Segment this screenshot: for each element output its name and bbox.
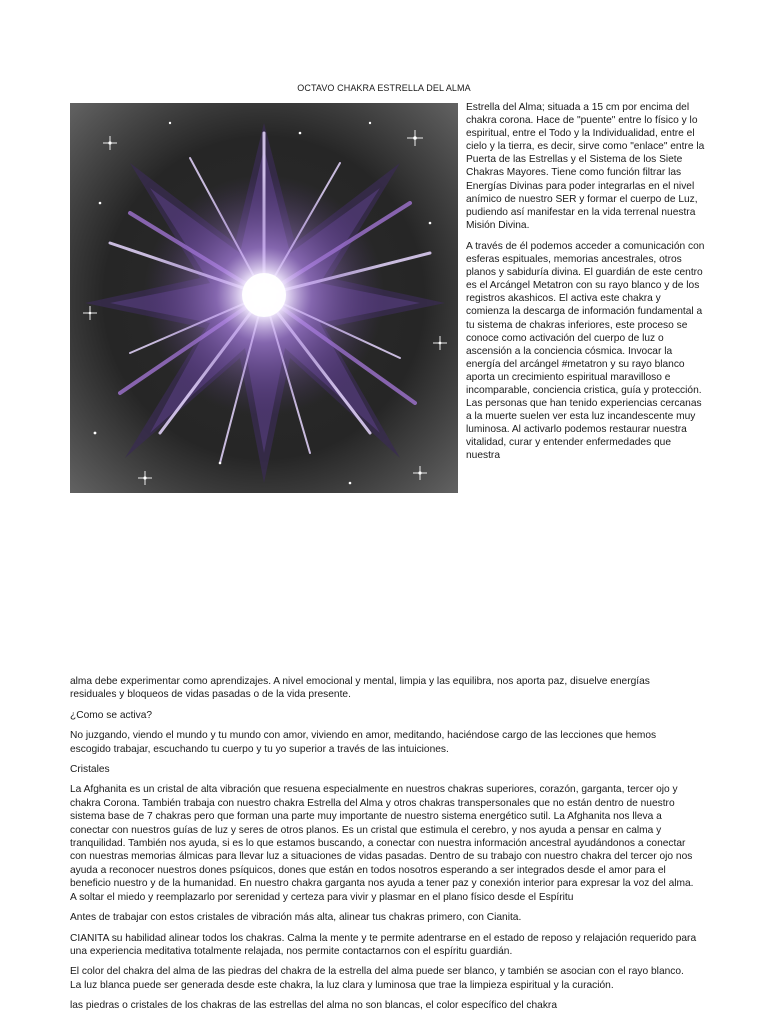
body-paragraph: alma debe experimentar como aprendizajes. A nivel emocional y mental, limpia y las equilibra, nos aporta paz, disuelve energías residuales y bloqueos de vidas pasadas o de la vida presente. xyxy=(70,676,650,701)
intro-paragraph: A través de él podemos acceder a comunicación con esferas espituales, memorias ancestrales, otros planos y sabiduría divina. El guardián de este centro es el Arcángel Metatron con su rayo blanco y de los registros akashicos. El activa este chakra y comienza la descarga de información fundamental a tu sistema de chakras inferiores, este proceso se conoce como activación del cuerpo de luz o ascensión a la conciencia cósmica. Invocar la energía del arcángel #metatron y su rayo blanco aporta un crecimiento espiritual maravilloso e incomparable, conciencia cristica, guía y protección. Las personas que han tenido experiencias cercanas a la muerte suelen ver esta luz incandescente muy luminosa. Al activarlo podemos restaurar nuestra vitalidad, curar y entender enfermedades que nuestra xyxy=(466,240,705,462)
intro-text-column xyxy=(466,101,706,471)
body-paragraph: El color del chakra del alma de las piedras del chakra de la estrella del alma puede ser blanco, y también se asocian con el rayo blanco. La luz blanca puede ser generada desde este chakra, la luz clara y luminosa que trae la limpieza espiritual y la curación. xyxy=(70,966,684,991)
body-paragraph: CIANITA su habilidad alinear todos los chakras. Calma la mente y te permite adentrarse en el estado de reposo y relajación requerido para una experiencia meditativa totalmente relajada, nos permite contactarnos con el espíritu guardián. xyxy=(70,932,697,957)
page-title: OCTAVO CHAKRA ESTRELLA DEL ALMA xyxy=(297,83,471,93)
body-paragraph: las piedras o cristales de los chakras de las estrellas del alma no son blancas, el color específico del chakra xyxy=(70,1000,557,1012)
body-paragraph: La Afghanita es un cristal de alta vibración que resuena especialmente en nuestros chakras superiores, corazón, garganta, tercer ojo y chakra Corona. También trabaja con nuestro chakra Estrella del Alma y otros chakras transpersonales que no están dentro de nuestro sistema base de 7 chakras pero que forman una parte muy importante de nuestro sistema energético sutil. La Afghanita nos lleva a conectar con nuestros guías de luz y seres de otros planos. Es un cristal que estimula el cerebro, y nos ayuda a pensar en calma y tranquilidad. También nos ayuda, si es lo que estamos buscando, a conectar con nuestra información ancestral ayudándonos a conectar con nuestras memorias álmicas para llevar luz a situaciones de vidas pasadas. Dentro de su trabajo con nuestro chakra del tercer ojo nos ayuda a reconocer nuestros dones psíquicos, dones que están en todos nosotros esperando a ser integrados desde el amor para el beneficio nuestro y de la humanidad. En nuestro chakra garganta nos ayuda a tener paz y conexión interior para expresar la voz del alma. A soltar el miedo y reemplazarlo por serenidad y certeza para vivir y plasmar en el plano físico desde el Espíritu xyxy=(70,784,694,903)
body-text xyxy=(70,675,698,1020)
intro-paragraph: Estrella del Alma; situada a 15 cm por encima del chakra corona. Hace de "puente" entre lo físico y lo espiritual, entre el Todo y la Individualidad, entre el cielo y la tierra, es decir, sirve como "enlace" entre la Puerta de las Estrellas y el Sistema de los Siete Chakras Mayores. Tiene como función filtrar las Energías Divinas para poder integrarlas en el nivel anímico de nuestro SER y formar el cuerpo de Luz, pudiendo así manifestar en la vida terrenal nuestra Misión Divina. xyxy=(466,102,705,231)
glowing-star-image xyxy=(70,103,458,493)
section-heading-crystals: Cristales xyxy=(70,764,110,776)
body-paragraph: Antes de trabajar con estos cristales de vibración más alta, alinear tus chakras primero, con Cianita. xyxy=(70,912,522,924)
section-heading-activation: ¿Como se activa? xyxy=(70,709,153,721)
star-illustration xyxy=(70,103,458,493)
body-paragraph: No juzgando, viendo el mundo y tu mundo con amor, viviendo en amor, meditando, haciéndose cargo de las lecciones que hemos escogido trabajar, escuchando tu cuerpo y tu yo superior a través de las intuiciones. xyxy=(70,730,657,755)
